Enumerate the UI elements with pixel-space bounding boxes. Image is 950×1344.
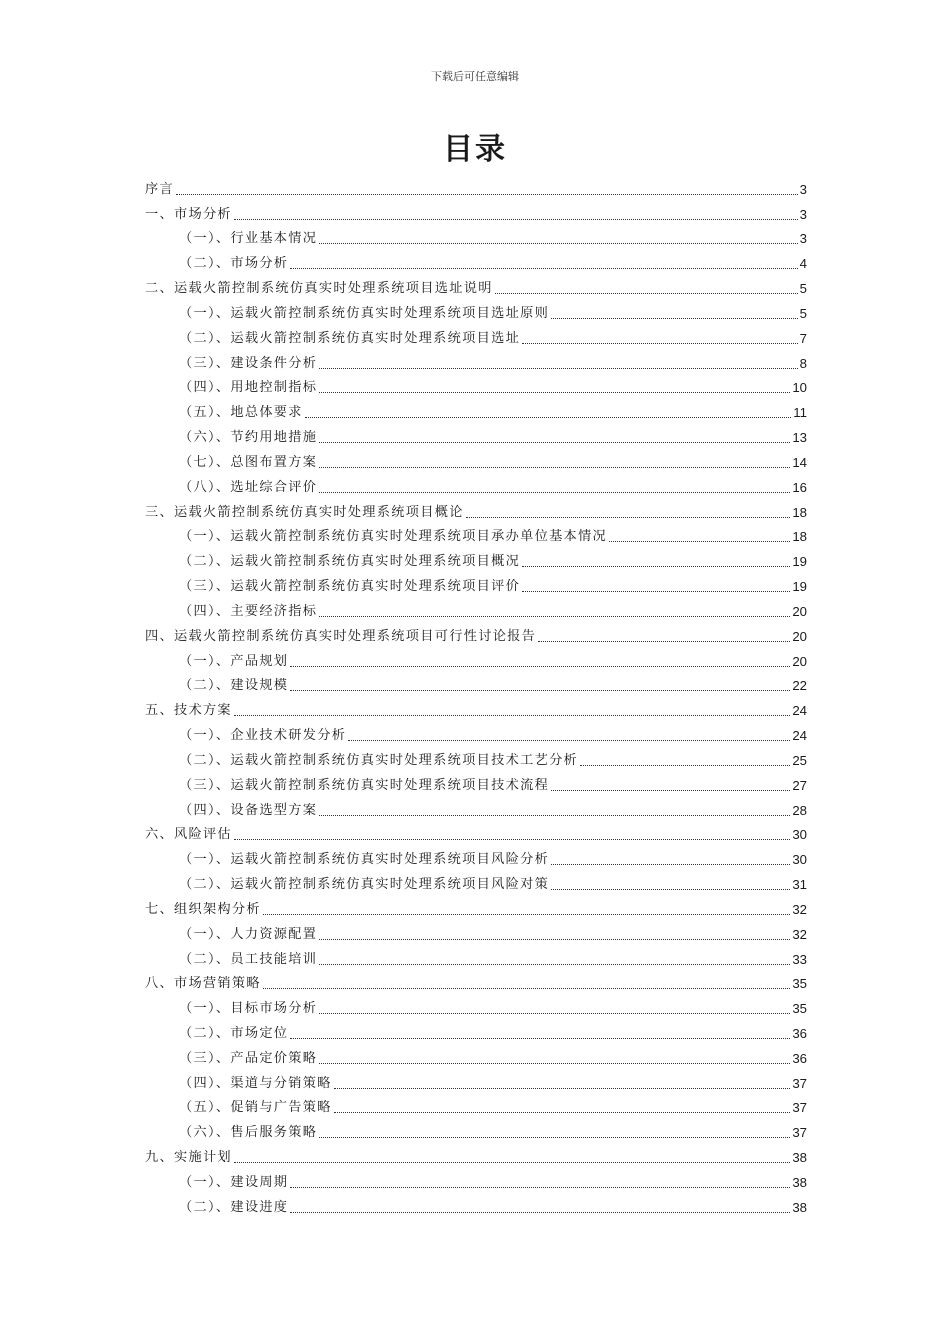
toc-page-number: 25 — [792, 752, 807, 768]
toc-page-number: 3 — [799, 181, 807, 197]
toc-dot-leader — [176, 194, 798, 195]
toc-entry[interactable] — [145, 944, 807, 969]
toc-dot-leader — [348, 740, 790, 741]
toc-dot-leader — [290, 1038, 790, 1039]
toc-page-number: 30 — [792, 827, 807, 843]
toc-entry[interactable] — [145, 323, 807, 348]
toc-page-number: 33 — [792, 951, 807, 967]
toc-entry-title: （二）、运载火箭控制系统仿真实时处理系统项目风险对策 — [179, 877, 550, 893]
toc-entry-title: 五、技术方案 — [145, 703, 232, 719]
toc-page-number: 35 — [792, 1001, 807, 1017]
toc-page-number: 13 — [792, 430, 807, 446]
toc-dot-leader — [290, 690, 790, 691]
toc-entry[interactable] — [145, 844, 807, 869]
toc-entry[interactable] — [145, 1018, 807, 1043]
toc-entry-title: （一）、建设周期 — [179, 1174, 289, 1190]
toc-page-number: 19 — [792, 579, 807, 595]
toc-entry-title: （三）、产品定价策略 — [179, 1050, 318, 1066]
toc-entry[interactable] — [145, 671, 807, 696]
toc-page-number: 18 — [792, 529, 807, 545]
toc-page-number: 18 — [792, 504, 807, 520]
toc-entry-title: （四）、用地控制指标 — [179, 380, 318, 396]
toc-entry[interactable] — [145, 919, 807, 944]
toc-page-number: 27 — [792, 777, 807, 793]
toc-page-number: 24 — [792, 703, 807, 719]
toc-dot-leader — [495, 293, 798, 294]
toc-entry[interactable] — [145, 422, 807, 447]
toc-entry-title: （一）、人力资源配置 — [179, 926, 318, 942]
toc-page-number: 3 — [799, 206, 807, 222]
toc-page-number: 14 — [792, 454, 807, 470]
toc-entry-title: （五）、地总体要求 — [179, 405, 303, 421]
toc-entry[interactable] — [145, 522, 807, 547]
toc-dot-leader — [319, 815, 790, 816]
toc-entry[interactable] — [145, 1167, 807, 1192]
toc-entry-title: 七、组织架构分析 — [145, 901, 261, 917]
toc-entry-title: 二、运载火箭控制系统仿真实时处理系统项目选址说明 — [145, 281, 493, 297]
toc-entry-title: （三）、运载火箭控制系统仿真实时处理系统项目评价 — [179, 579, 521, 595]
toc-entry-title: 序言 — [145, 181, 174, 197]
toc-page-number: 3 — [799, 231, 807, 247]
toc-dot-leader — [319, 1013, 790, 1014]
toc-dot-leader — [319, 1137, 790, 1138]
toc-entry[interactable] — [145, 571, 807, 596]
toc-page-number: 10 — [792, 380, 807, 396]
toc-page-number: 38 — [792, 1174, 807, 1190]
toc-entry-title: 四、运载火箭控制系统仿真实时处理系统项目可行性讨论报告 — [145, 628, 537, 644]
toc-dot-leader — [334, 1088, 791, 1089]
toc-page-number: 24 — [792, 728, 807, 744]
toc-page-number: 7 — [799, 330, 807, 346]
toc-dot-leader — [522, 591, 790, 592]
toc-entry[interactable] — [145, 1142, 807, 1167]
toc-entry[interactable] — [145, 546, 807, 571]
toc-entry[interactable] — [145, 1093, 807, 1118]
toc-entry-title: （二）、员工技能培训 — [179, 951, 318, 967]
toc-dot-leader — [290, 1212, 790, 1213]
toc-entry-title: （一）、运载火箭控制系统仿真实时处理系统项目风险分析 — [179, 852, 550, 868]
toc-entry[interactable] — [145, 695, 807, 720]
toc-entry[interactable] — [145, 348, 807, 373]
toc-entry[interactable] — [145, 1043, 807, 1068]
toc-dot-leader — [290, 666, 790, 667]
toc-entry-title: （二）、运载火箭控制系统仿真实时处理系统项目选址 — [179, 330, 521, 346]
toc-page-number: 38 — [792, 1150, 807, 1166]
toc-page-number: 20 — [792, 603, 807, 619]
toc-page-number: 30 — [792, 852, 807, 868]
toc-dot-leader — [609, 541, 790, 542]
toc-page-number: 36 — [792, 1025, 807, 1041]
toc-dot-leader — [319, 964, 790, 965]
toc-dot-leader — [319, 243, 797, 244]
toc-page-number: 16 — [792, 479, 807, 495]
toc-dot-leader — [522, 566, 790, 567]
toc-entry-title: 九、实施计划 — [145, 1150, 232, 1166]
toc-page-number: 20 — [792, 628, 807, 644]
toc-entry-title: （八）、选址综合评价 — [179, 479, 318, 495]
toc-entry[interactable] — [145, 745, 807, 770]
toc-entry-title: 三、运载火箭控制系统仿真实时处理系统项目概论 — [145, 504, 464, 520]
toc-dot-leader — [319, 1063, 790, 1064]
toc-entry-title: （四）、主要经济指标 — [179, 603, 318, 619]
toc-page-number: 22 — [792, 678, 807, 694]
toc-page-number: 8 — [799, 355, 807, 371]
toc-dot-leader — [319, 467, 790, 468]
toc-page-number: 37 — [792, 1125, 807, 1141]
toc-entry-title: （一）、运载火箭控制系统仿真实时处理系统项目选址原则 — [179, 305, 550, 321]
toc-entry[interactable] — [145, 1117, 807, 1142]
toc-entry-title: （二）、建设进度 — [179, 1199, 289, 1215]
toc-entry[interactable] — [145, 596, 807, 621]
toc-entry-title: （一）、行业基本情况 — [179, 231, 318, 247]
toc-dot-leader — [538, 641, 790, 642]
toc-entry[interactable] — [145, 174, 807, 199]
toc-page-number: 5 — [799, 281, 807, 297]
toc-entry[interactable] — [145, 1068, 807, 1093]
toc-dot-leader — [234, 715, 790, 716]
toc-entry-title: 一、市场分析 — [145, 206, 232, 222]
toc-entry[interactable] — [145, 770, 807, 795]
toc-dot-leader — [319, 392, 790, 393]
toc-entry-title: （一）、目标市场分析 — [179, 1001, 318, 1017]
toc-entry[interactable] — [145, 397, 807, 422]
toc-entry-title: （二）、市场分析 — [179, 256, 289, 272]
toc-page-number: 19 — [792, 554, 807, 570]
toc-entry-title: （一）、运载火箭控制系统仿真实时处理系统项目承办单位基本情况 — [179, 529, 608, 545]
toc-entry[interactable] — [145, 248, 807, 273]
toc-dot-leader — [234, 1162, 790, 1163]
toc-entry[interactable] — [145, 447, 807, 472]
toc-page-number: 31 — [792, 877, 807, 893]
toc-entry-title: （一）、企业技术研发分析 — [179, 728, 347, 744]
toc-entry[interactable] — [145, 373, 807, 398]
toc-dot-leader — [551, 790, 790, 791]
toc-page-number: 37 — [792, 1100, 807, 1116]
toc-page-number: 20 — [792, 653, 807, 669]
toc-entry-title: （三）、运载火箭控制系统仿真实时处理系统项目技术流程 — [179, 777, 550, 793]
toc-dot-leader — [551, 318, 798, 319]
toc-entry[interactable] — [145, 820, 807, 845]
toc-page-number: 32 — [792, 901, 807, 917]
toc-dot-leader — [319, 616, 790, 617]
toc-title: 目录 — [443, 132, 507, 167]
toc-entry-title: 八、市场营销策略 — [145, 976, 261, 992]
toc-dot-leader — [234, 219, 798, 220]
toc-entry-title: （一）、产品规划 — [179, 653, 289, 669]
toc-page-number: 38 — [792, 1199, 807, 1215]
toc-page-number: 32 — [792, 926, 807, 942]
toc-entry[interactable] — [145, 993, 807, 1018]
toc-dot-leader — [551, 864, 790, 865]
toc-entry-title: （四）、渠道与分销策略 — [179, 1075, 332, 1091]
toc-page-number: 11 — [793, 405, 807, 421]
toc-entry-title: （二）、市场定位 — [179, 1025, 289, 1041]
toc-entry[interactable] — [145, 969, 807, 994]
toc-dot-leader — [334, 1112, 791, 1113]
toc-dot-leader — [522, 343, 798, 344]
toc-page-number: 5 — [799, 305, 807, 321]
toc-entry[interactable] — [145, 646, 807, 671]
toc-dot-leader — [263, 914, 790, 915]
toc-dot-leader — [234, 839, 790, 840]
toc-dot-leader — [290, 1187, 790, 1188]
toc-entry-title: （六）、售后服务策略 — [179, 1125, 318, 1141]
toc-dot-leader — [319, 442, 790, 443]
toc-entry[interactable] — [145, 720, 807, 745]
toc-entry-title: （四）、设备选型方案 — [179, 802, 318, 818]
toc-entry-title: （二）、运载火箭控制系统仿真实时处理系统项目概况 — [179, 554, 521, 570]
toc-entry[interactable] — [145, 298, 807, 323]
toc-entry[interactable] — [145, 621, 807, 646]
toc-dot-leader — [305, 417, 792, 418]
toc-dot-leader — [290, 268, 797, 269]
toc-entry[interactable] — [145, 795, 807, 820]
toc-page-number: 35 — [792, 976, 807, 992]
toc-page-number: 28 — [792, 802, 807, 818]
toc-dot-leader — [551, 889, 790, 890]
toc-entry-title: （七）、总图布置方案 — [179, 454, 318, 470]
page-header: 下载后可任意编辑 — [431, 70, 519, 83]
toc-dot-leader — [580, 765, 790, 766]
toc-dot-leader — [319, 368, 797, 369]
toc-dot-leader — [263, 988, 790, 989]
toc-entry[interactable] — [145, 273, 807, 298]
table-of-contents — [145, 174, 807, 1217]
toc-entry-title: （六）、节约用地措施 — [179, 430, 318, 446]
toc-entry[interactable] — [145, 894, 807, 919]
toc-entry[interactable] — [145, 869, 807, 894]
toc-entry[interactable] — [145, 497, 807, 522]
toc-entry[interactable] — [145, 472, 807, 497]
toc-entry-title: （三）、建设条件分析 — [179, 355, 318, 371]
toc-page-number: 4 — [799, 256, 807, 272]
toc-entry[interactable] — [145, 199, 807, 224]
toc-page-number: 37 — [792, 1075, 807, 1091]
toc-entry[interactable] — [145, 224, 807, 249]
toc-dot-leader — [319, 492, 790, 493]
toc-entry-title: （二）、建设规模 — [179, 678, 289, 694]
toc-entry-title: 六、风险评估 — [145, 827, 232, 843]
toc-dot-leader — [466, 517, 791, 518]
toc-entry-title: （五）、促销与广告策略 — [179, 1100, 332, 1116]
toc-entry-title: （二）、运载火箭控制系统仿真实时处理系统项目技术工艺分析 — [179, 752, 579, 768]
toc-page-number: 36 — [792, 1050, 807, 1066]
toc-entry[interactable] — [145, 1192, 807, 1217]
toc-dot-leader — [319, 939, 790, 940]
